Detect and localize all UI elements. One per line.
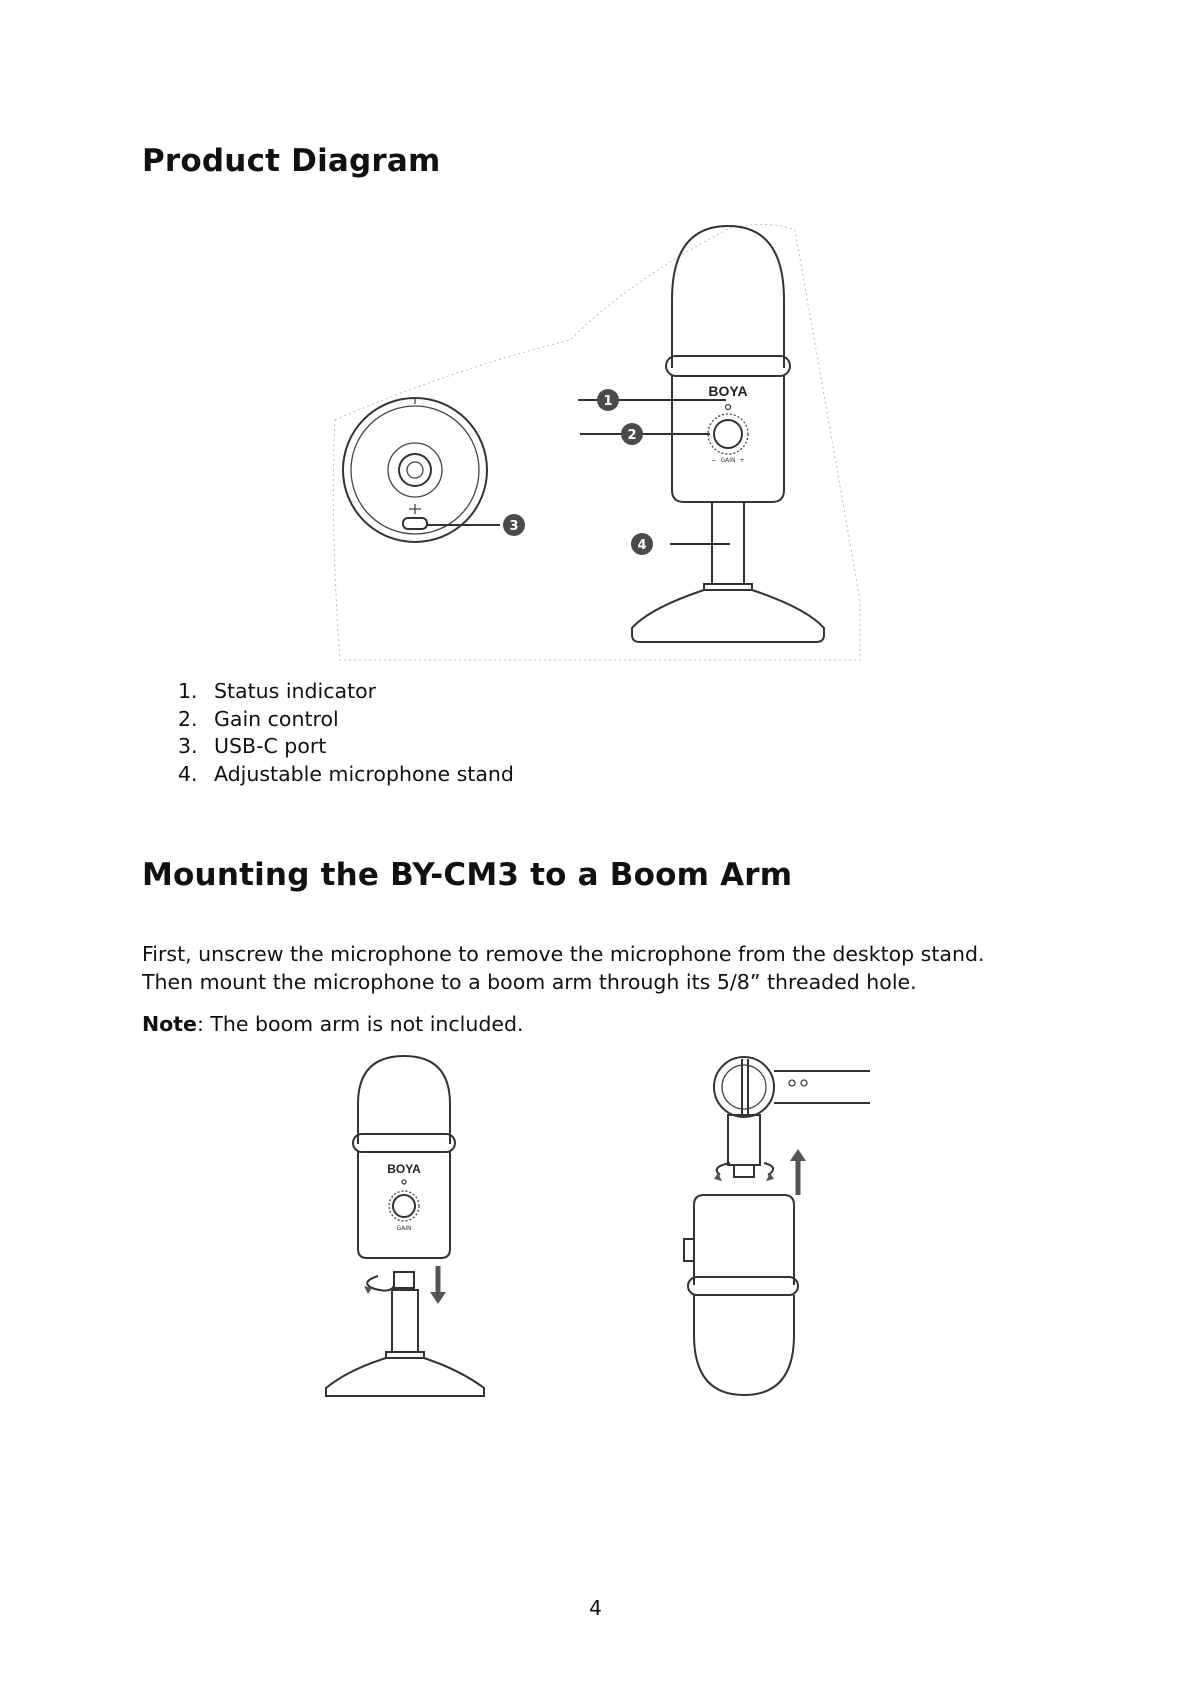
mounting-illustration-boom-arm [680, 1055, 880, 1405]
gain-label: GAIN [396, 1225, 412, 1232]
brand-logo: BOYA [708, 383, 748, 399]
usb-c-port-shape [403, 518, 427, 529]
svg-text:4: 4 [637, 538, 647, 553]
gain-label: GAIN [720, 457, 736, 464]
list-item: 3. USB-C port [178, 734, 327, 758]
list-item: 4. Adjustable microphone stand [178, 761, 514, 786]
product-diagram-illustration [330, 220, 870, 670]
svg-text:2: 2 [627, 428, 637, 443]
page-number: 4 [589, 1596, 602, 1620]
callout-badge-2 [621, 423, 643, 445]
stand-base [632, 590, 824, 642]
mounting-illustration-desktop [320, 1054, 500, 1404]
up-arrow-icon [790, 1149, 806, 1161]
gain-knob [714, 420, 742, 448]
mounting-instructions: First, unscrew the microphone to remove the microphone from the desktop stand. Then mount the microphone to a boom arm through its 5/8” threaded hole. [142, 942, 985, 994]
section-title-mounting: Mounting the BY-CM3 to a Boom Arm [142, 857, 793, 893]
screw-thread [394, 1272, 414, 1288]
status-indicator-shape [726, 405, 731, 410]
note-label: Note [142, 1012, 197, 1036]
background-outline [333, 224, 860, 660]
brand-logo: BOYA [387, 1162, 421, 1176]
mic-bottom-view [343, 398, 500, 542]
section-title-product-diagram: Product Diagram [142, 143, 441, 179]
note: Note: The boom arm is not included. [142, 1012, 524, 1036]
down-arrow-icon [430, 1292, 446, 1304]
usb-icon [409, 504, 421, 514]
parts-list [178, 678, 514, 788]
list-item: 2. Gain control [178, 706, 339, 731]
svg-text:1: 1 [603, 394, 613, 409]
boom-arm [774, 1071, 870, 1103]
gain-minus-label: − [711, 457, 717, 464]
gain-plus-label: + [739, 457, 745, 464]
callout-badge-3 [503, 514, 525, 536]
callout-badge-1 [597, 389, 619, 411]
callout-badge-4 [631, 533, 653, 555]
list-item: 1. Status indicator [178, 679, 377, 703]
mic-body-inverted [694, 1195, 794, 1285]
svg-text:3: 3 [509, 519, 519, 534]
mic-front-view [578, 226, 824, 642]
